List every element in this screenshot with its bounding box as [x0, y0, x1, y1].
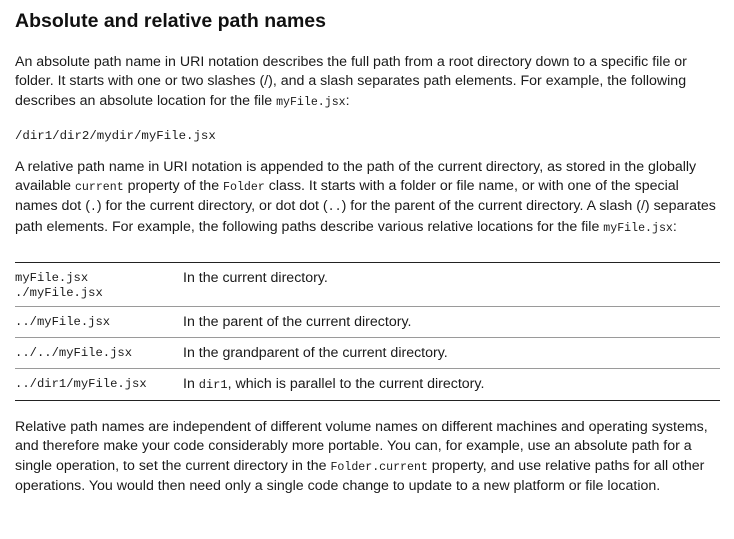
relative-text-2: property of the — [123, 178, 224, 195]
relative-text-4: ) for the current directory, or dot dot ( — [96, 198, 328, 215]
inline-code-dir1: dir1 — [198, 378, 228, 393]
path-cell — [15, 263, 183, 307]
portability-text-1: Relative path names are independent of different volume names on different machines and operating systems, and therefore make your code considerably more portable. You can, for example, use an absolute path for a single operation, to set the current directory in the — [15, 419, 708, 474]
description-cell: In the current directory. — [183, 270, 328, 287]
path-cell: ../dir1/myFile.jsx — [15, 369, 183, 401]
inline-code-dot: . — [89, 201, 97, 215]
table-row — [15, 338, 720, 369]
absolute-path-text: An absolute path name in URI notation describes the full path from a root directory down to a specific file or folder. It starts with one or two slashes (/), and a slash separates path elements. For example, the following describes an absolute location for the file — [15, 54, 687, 109]
relative-text-3: class. It starts with a folder or file name, or with one of the special names dot ( — [15, 178, 679, 215]
portability-text-2: property, and use relative paths for all other operations. You would then need only a single code change to update to a new platform or file location. — [15, 457, 705, 494]
portability-paragraph — [15, 418, 720, 496]
absolute-path-colon: : — [345, 92, 350, 109]
description-cell: In the parent of the current directory. — [183, 307, 720, 338]
section-heading: Absolute and relative path names — [15, 10, 327, 32]
table-row — [15, 263, 720, 307]
relative-text-1: A relative path name in URI notation is appended to the path of the current directory, as stored in the globally available — [15, 158, 697, 195]
table-row — [15, 369, 720, 401]
document-page — [15, 0, 720, 496]
inline-code-current: current — [74, 181, 124, 195]
inline-code-filename-2: myFile.jsx — [603, 221, 673, 235]
inline-code-dotdot: .. — [327, 201, 342, 215]
inline-code-folder: Folder — [223, 181, 265, 195]
path-value: ./myFile.jsx — [15, 286, 103, 301]
absolute-path-example: /dir1/dir2/mydir/myFile.jsx — [15, 128, 216, 143]
description-cell — [183, 369, 720, 401]
description-cell: In the grandparent of the current directory. — [183, 338, 720, 369]
relative-path-paragraph — [15, 158, 720, 238]
inline-code-folder-current: Folder.current — [330, 460, 428, 474]
path-cell: ../myFile.jsx — [15, 307, 183, 338]
relative-paths-table — [15, 262, 720, 401]
description-text: , which is parallel to the current directory. — [227, 376, 485, 393]
table-row — [15, 307, 720, 338]
path-cell: ../../myFile.jsx — [15, 338, 183, 369]
inline-code-filename: myFile.jsx — [276, 95, 346, 109]
description-text: In — [183, 376, 199, 393]
path-value: myFile.jsx — [15, 271, 89, 286]
absolute-path-paragraph — [15, 53, 720, 112]
relative-text-6: : — [672, 218, 677, 235]
relative-text-5: ) for the parent of the current directory. A slash (/) separates path elements. For example, the following paths describe various relative locations for the file — [15, 198, 716, 235]
